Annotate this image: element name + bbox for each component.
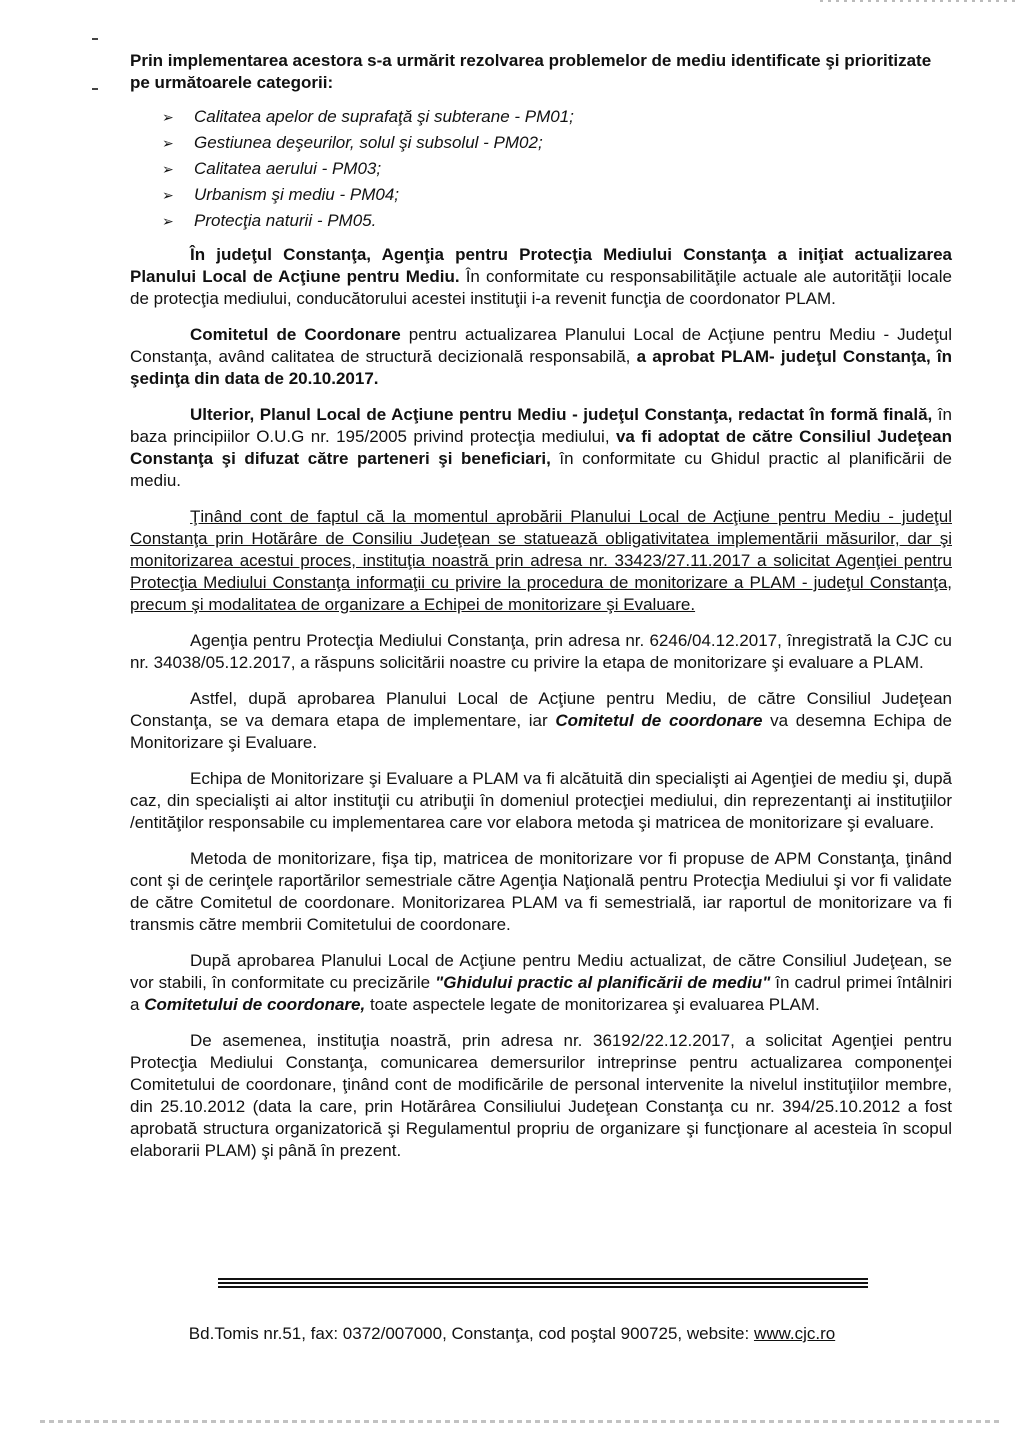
arrow-bullet-icon: ➢: [162, 109, 174, 125]
arrow-bullet-icon: ➢: [162, 213, 174, 229]
paragraph-plam-initiation: În judeţul Constanţa, Agenţia pentru Protecţia Mediului Constanţa a iniţiat actualizarea Planului Local de Acţiune pentru Mediu. În conformitate cu responsabilităţile actuale ale autorităţii locale de protecţia mediului, conducătorului acestei instituţii i-a revenit funcţia de coordonator PLAM.: [130, 245, 952, 308]
footer-address: [0, 1324, 1024, 1344]
intro-paragraph: Prin implementarea acestora s-a urmărit rezolvarea problemelor de mediu identificate şi prioritizate pe următoarele categorii:: [130, 51, 932, 92]
paragraph-implementation: Astfel, după aprobarea Planului Local de Acţiune pentru Mediu, de către Consiliul Judeţean Constanţa, se va demara etapa de implementare, iar Comitetul de coordonare va desemna Echipa de Monitorizare şi Evaluare.: [130, 689, 953, 752]
paragraph-first-meeting: După aprobarea Planului Local de Acţiune pentru Mediu actualizat, de către Consiliul Judeţean, se vor stabili, în conformitate cu precizările "Ghidului practic al planificării de mediu" în cadrul primei întâlniri a Comitetului de coordonare, toate aspectele legate de monitorizarea şi evaluarea PLAM.: [130, 951, 952, 1014]
list-item: ➢ Urbanism şi mediu - PM04;: [162, 182, 952, 208]
footer-text: Bd.Tomis nr.51, fax: 0372/007000, Constanţa, cod poştal 900725, website:: [188, 1324, 754, 1343]
margin-mark: [92, 88, 98, 90]
arrow-bullet-icon: ➢: [162, 135, 174, 151]
list-item: ➢ Calitatea apelor de suprafaţă şi subterane - PM01;: [162, 104, 952, 130]
list-item: ➢ Calitatea aerului - PM03;: [162, 156, 952, 182]
paragraph-committee-approval: Comitetul de Coordonare pentru actualizarea Planului Local de Acţiune pentru Mediu - Judeţul Constanţa, având calitatea de structură decizională responsabilă, a aprobat PLAM- judeţul Constanţa, în şedinţa din data de 20.10.2017.: [130, 325, 953, 388]
paragraph-monitoring-request: Ţinând cont de faptul că la momentul aprobării Planului Local de Acţiune pentru Mediu - judeţul Constanţa prin Hotărâre de Consiliu Judeţean se statuează obligativitatea implementării măsurilor, dar şi monitorizarea acestui proces, instituţia noastră prin adresa nr. 33423/27.11.2017 a solicitat Agenţiei pentru Protecţia Mediului Constanţa informaţii cu privire la procedura de monitorizare a PLAM - judeţul Constanţa, precum şi modalitatea de organizare a Echipei de monitorizare şi Evaluare.: [130, 507, 952, 614]
list-item: ➢ Gestiunea deşeurilor, solul şi subsolul - PM02;: [162, 130, 952, 156]
footer-divider: [218, 1278, 868, 1290]
scan-artifact-top: [820, 0, 1020, 2]
paragraph-team-composition: Echipa de Monitorizare şi Evaluare a PLAM va fi alcătuită din specialişti ai Agenţiei de mediu şi, după caz, din specialişti ai altor instituţii cu atribuţii în domeniul protecţiei mediului, din reprezentanţi ai instituţiilor /entităţilor responsabile cu implementarea care vor elabora metoda şi matricea de monitorizare şi evaluare.: [130, 769, 952, 832]
list-item: ➢ Protecţia naturii - PM05.: [162, 208, 952, 234]
category-list: [130, 104, 952, 234]
document-body: [130, 50, 952, 1162]
arrow-bullet-icon: ➢: [162, 161, 174, 177]
paragraph-monitoring-method: Metoda de monitorizare, fişa tip, matricea de monitorizare vor fi propuse de APM Constanţa, ţinând cont şi de cerinţele raportărilor semestriale către Agenţia Naţională pentru Protecţia Mediului şi vor fi validate de către Comitetul de coordonare. Monitorizarea PLAM va fi semestrială, iar raportul de monitorizare va fi transmis către membrii Comitetului de coordonare.: [130, 849, 952, 934]
paragraph-committee-update: De asemenea, instituţia noastră, prin adresa nr. 36192/22.12.2017, a solicitat Agenţiei pentru Protecţia Mediului Constanţa, comunicarea demersurilor intreprinse pentru actualizarea componenţei Comitetului de coordonare, ţinând cont de modificările de personal intervenite la nivelul instituţiilor membre, din 25.10.2012 (data la care, prin Hotărârea Consiliului Judeţean Constanţa cu nr. 394/25.10.2012 a fost aprobată structura organizatorică şi Regulamentul propriu de organizare şi funcţionare al acesteia în scopul elaborarii PLAM) şi până în prezent.: [130, 1031, 952, 1160]
margin-mark: [92, 38, 98, 40]
scan-artifact-bottom: [40, 1420, 1000, 1423]
paragraph-adoption: Ulterior, Planul Local de Acţiune pentru Mediu - judeţul Constanţa, redactat în formă finală, în baza principiilor O.U.G nr. 195/2005 privind protecţia mediului, va fi adoptat de către Consiliul Judeţean Constanţa şi difuzat către parteneri şi beneficiari, în conformitate cu Ghidul practic al planificării de mediu.: [130, 405, 952, 490]
arrow-bullet-icon: ➢: [162, 187, 174, 203]
website-link[interactable]: www.cjc.ro: [753, 1324, 836, 1343]
paragraph-apm-response: Agenţia pentru Protecţia Mediului Constanţa, prin adresa nr. 6246/04.12.2017, înregistrată la CJC cu nr. 34038/05.12.2017, a răspuns solicitării noastre cu privire la etapa de monitorizare şi evaluare a PLAM.: [130, 631, 952, 672]
